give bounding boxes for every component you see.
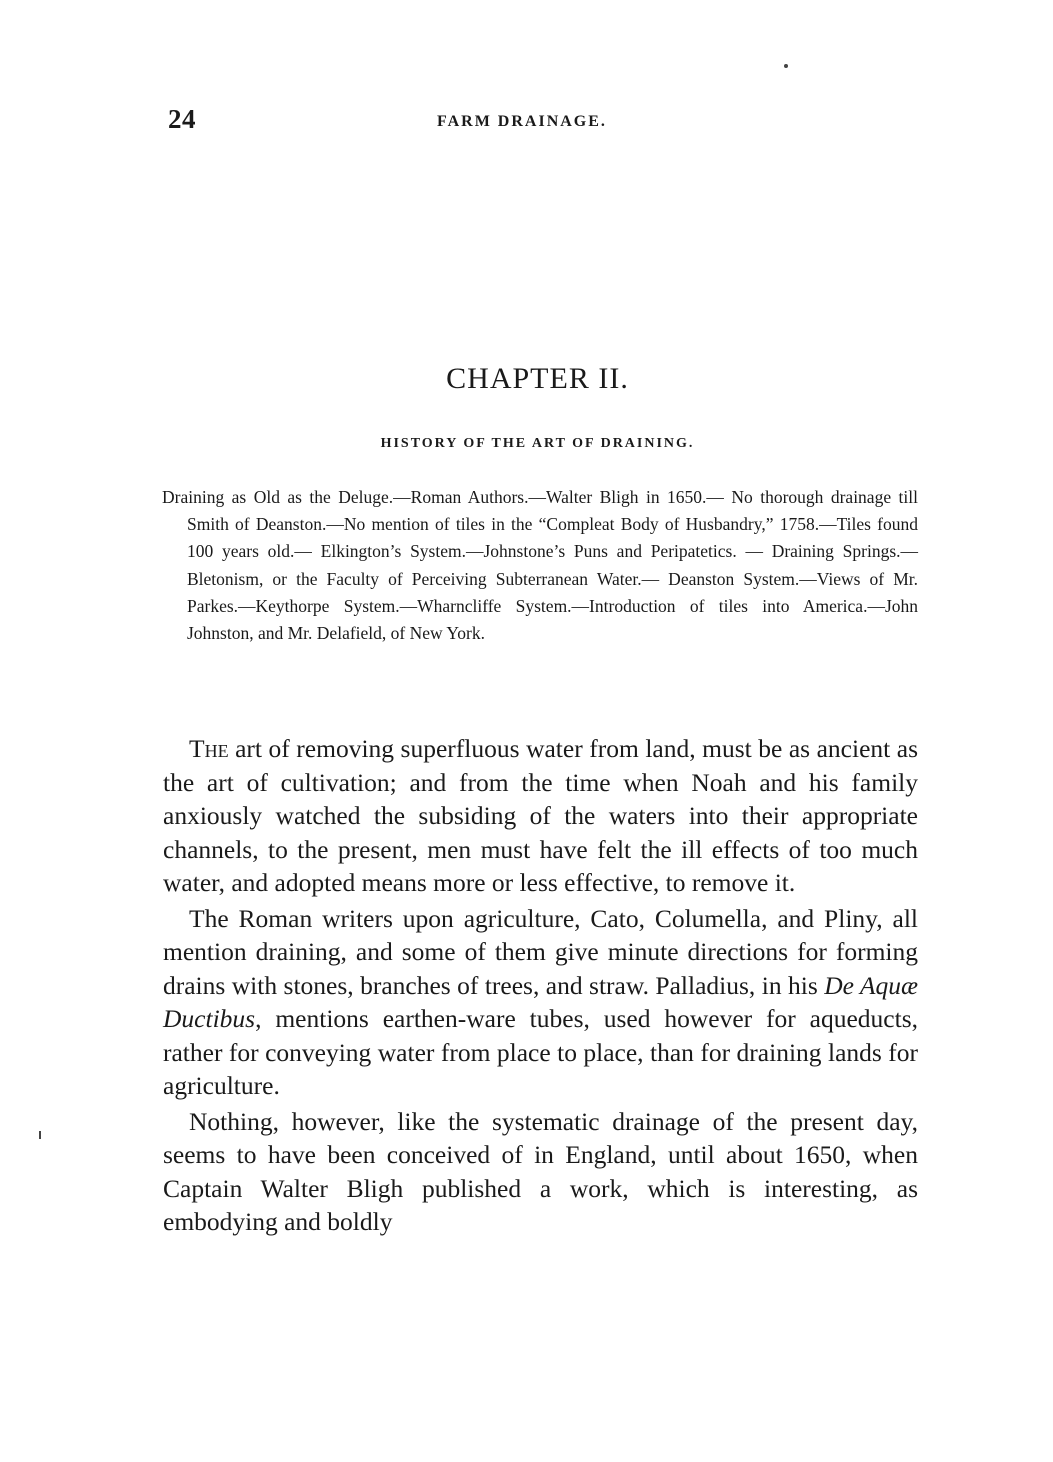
paragraph-2 — [163, 902, 918, 1103]
body-text — [163, 732, 918, 1239]
paragraph-2-text-a: The Roman writers upon agriculture, Cato, Columella, and Pliny, all mention draining, and some of them give minute directions for forming drains with stones, branches of trees, and straw. Palladius, in his — [163, 903, 918, 1000]
paragraph-1-text: art of removing superfluous water from land, must be as ancient as the art of cultivation; and from the time when Noah and his family anxiously watched the subsiding of the waters into their appropriate channels, to the present, men must have felt the ill effects of too much water, and adopted means more or less effective, to remove it. — [163, 734, 918, 897]
paragraph-2-book-title: De Aquæ Ductibus — [163, 970, 918, 1033]
chapter-synopsis: Draining as Old as the Deluge.—Roman Authors.—Walter Bligh in 1650.— No thorough drainage till Smith of Deanston.—No mention of tiles in the “Compleat Body of Husbandry,” 1758.—Tiles found 100 years old.— Elkington’s System.—Johnstone’s Puns and Peripatetics. — Draining Springs.—Bletonism, or the Faculty of Perceiving Subterranean Water.— Deanston System.—Views of Mr. Parkes.—Keythorpe System.—Wharncliffe System.—Introduction of tiles into America.—John Johnston, and Mr. Delafield, of New York. — [162, 487, 918, 644]
print-speck — [784, 64, 788, 68]
page-number: 24 — [168, 104, 196, 134]
running-head: FARM DRAINAGE. — [437, 113, 607, 130]
paragraph-1-lead: The — [189, 734, 229, 763]
chapter-subtitle: HISTORY OF THE ART OF DRAINING. — [380, 436, 695, 451]
paragraph-2-text-b: , mentions earthen-ware tubes, used however for aqueducts, rather for conveying water from place to place, than for draining lands for agriculture. — [163, 1004, 918, 1100]
paragraph-3: Nothing, however, like the systematic drainage of the present day, seems to have been conceived of in England, until about 1650, when Captain Walter Bligh published a work, which is interesting, as embodying and boldly — [163, 1106, 918, 1236]
paragraph-1 — [163, 732, 918, 900]
chapter-title: CHAPTER II. — [446, 362, 629, 395]
print-speck — [39, 1131, 41, 1139]
